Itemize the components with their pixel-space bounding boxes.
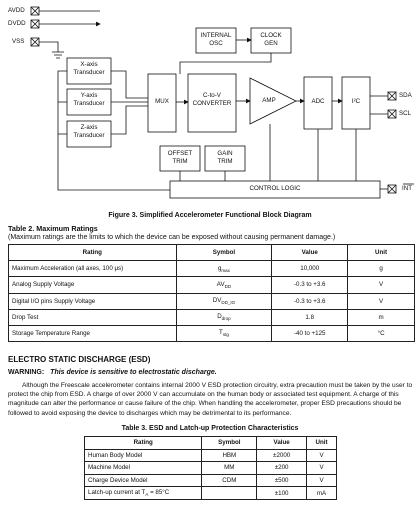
osc-line2: OSC xyxy=(209,40,223,47)
x-transducer-line2: Transducer xyxy=(73,69,105,76)
rating-cell: Human Body Model xyxy=(85,449,202,462)
pin-label-vss: VSS xyxy=(12,38,25,45)
header-value: Value xyxy=(272,245,348,261)
rating-cell: Storage Temperature Range xyxy=(9,325,177,341)
table-row xyxy=(9,325,415,341)
symbol-cell xyxy=(176,309,272,325)
symbol-main: g xyxy=(217,264,222,272)
symbol-main: AV xyxy=(216,280,225,288)
value-cell: -0.3 to +3.6 xyxy=(272,277,348,293)
header-value: Value xyxy=(257,437,307,450)
rating-cell: Charge Device Model xyxy=(85,474,202,487)
block-z-transducer xyxy=(67,124,111,140)
unit-cell: V xyxy=(348,293,415,309)
value-cell: ±200 xyxy=(257,462,307,475)
rating-cell: Maximum Acceleration (all axes, 100 μs) xyxy=(9,261,177,277)
offset-line1: OFFSET xyxy=(167,150,193,157)
gain-line1: GAIN xyxy=(217,150,233,157)
rating-cell: Analog Supply Voltage xyxy=(9,277,177,293)
block-y-transducer xyxy=(67,92,111,108)
esd-latchup-table xyxy=(84,436,337,500)
z-transducer-line2: Transducer xyxy=(73,132,105,139)
pin-label-avdd: AVDD xyxy=(8,7,25,14)
symbol-sub: stg xyxy=(222,332,229,338)
ctov-line1: C-to-V xyxy=(203,92,221,99)
table-row xyxy=(9,293,415,309)
unit-cell: m xyxy=(348,309,415,325)
esd-paragraph: Although the Freescale accelerometer contains internal 2000 V ESD protection circuitry, extra precaution must be taken by the user to protect the chip from ESD. A charge of over 2000 V can accumulate on the human body or associated test equipment. A charge of this magnitude can alter the performance or cause failure of the chip. When handling the accelerometer, proper ESD precautions should be followed to avoid exposing the device to discharges which may be detrimental to its performance. xyxy=(8,382,413,417)
block-control-logic: CONTROL LOGIC xyxy=(249,185,301,192)
x-transducer-line1: X-axis xyxy=(80,61,98,68)
header-symbol: Symbol xyxy=(202,437,257,450)
maximum-ratings-table xyxy=(8,244,415,342)
value-cell: ±500 xyxy=(257,474,307,487)
gain-line2: TRIM xyxy=(217,158,233,165)
table-row xyxy=(9,261,415,277)
rating-sub: A xyxy=(145,492,149,498)
rating-cell: Drop Test xyxy=(9,309,177,325)
table-row xyxy=(85,462,337,475)
ctov-line2: CONVERTER xyxy=(192,100,232,107)
block-ctov xyxy=(188,92,236,108)
block-mux: MUX xyxy=(155,98,169,105)
table2-title: Table 2. Maximum Ratings xyxy=(8,224,98,233)
symbol-cell xyxy=(176,293,272,309)
symbol-main: T xyxy=(219,329,223,337)
block-amp: AMP xyxy=(262,97,276,104)
unit-cell: g xyxy=(348,261,415,277)
unit-cell: V xyxy=(348,277,415,293)
block-internal-osc xyxy=(196,32,236,48)
unit-cell: V xyxy=(307,474,337,487)
pin-label-int: INT xyxy=(402,185,412,192)
value-cell: -40 to +125 xyxy=(272,325,348,341)
table-row xyxy=(9,309,415,325)
y-transducer-line2: Transducer xyxy=(73,100,105,107)
table-row xyxy=(85,449,337,462)
table-row xyxy=(85,474,337,487)
block-i2c: I²C xyxy=(351,98,361,105)
value-cell: -0.3 to +3.6 xyxy=(272,293,348,309)
warning-text: This device is sensitive to electrostatic discharge. xyxy=(50,369,217,376)
symbol-cell: MM xyxy=(202,462,257,475)
clock-line1: CLOCK xyxy=(260,32,282,39)
symbol-cell xyxy=(176,277,272,293)
warning-label: WARNING: xyxy=(8,369,45,376)
symbol-main: D xyxy=(217,313,222,321)
rating-cell xyxy=(85,487,202,500)
table3-title: Table 3. ESD and Latch-up Protection Characteristics xyxy=(121,425,299,432)
pin-label-sda: SDA xyxy=(399,92,412,99)
y-transducer-line1: Y-axis xyxy=(80,92,98,99)
esd-warning xyxy=(8,369,217,376)
header-symbol: Symbol xyxy=(176,245,272,261)
table2-note: (Maximum ratings are the limits to which the device can be exposed without causing permanent damage.) xyxy=(8,234,336,241)
value-cell: 1.8 xyxy=(272,309,348,325)
unit-cell: V xyxy=(307,462,337,475)
symbol-cell: HBM xyxy=(202,449,257,462)
symbol-cell xyxy=(176,325,272,341)
block-clock-gen xyxy=(251,32,291,48)
table-header-row xyxy=(9,245,415,261)
unit-cell: mA xyxy=(307,487,337,500)
pin-label-scl: SCL xyxy=(399,110,412,117)
block-offset-trim xyxy=(160,150,200,166)
block-x-transducer xyxy=(67,61,111,77)
unit-cell: V xyxy=(307,449,337,462)
header-rating: Rating xyxy=(9,245,177,261)
value-cell: ±100 xyxy=(257,487,307,500)
header-unit: Unit xyxy=(348,245,415,261)
osc-line1: INTERNAL xyxy=(200,32,232,39)
header-rating: Rating xyxy=(85,437,202,450)
block-gain-trim xyxy=(205,150,245,166)
block-adc: ADC xyxy=(311,98,325,105)
clock-line2: GEN xyxy=(264,40,278,47)
rating-cell: Digital I/O pins Supply Voltage xyxy=(9,293,177,309)
table-row xyxy=(9,277,415,293)
symbol-cell xyxy=(202,487,257,500)
symbol-cell xyxy=(176,261,272,277)
z-transducer-line1: Z-axis xyxy=(80,124,98,131)
rating-cell: Machine Model xyxy=(85,462,202,475)
pin-label-dvdd: DVDD xyxy=(8,20,26,27)
symbol-cell: CDM xyxy=(202,474,257,487)
table-header-row xyxy=(85,437,337,450)
rating-text: Latch-up current at T xyxy=(88,489,146,497)
diagram-labels xyxy=(0,0,420,222)
symbol-sub: max xyxy=(221,267,230,273)
value-cell: 10,000 xyxy=(272,261,348,277)
symbol-sub: DD xyxy=(224,284,232,290)
unit-cell: °C xyxy=(348,325,415,341)
symbol-sub: DD_IO xyxy=(221,300,236,306)
figure-caption: Figure 3. Simplified Accelerometer Functional Block Diagram xyxy=(108,212,312,219)
symbol-sub: drop xyxy=(221,316,231,322)
esd-heading: ELECTRO STATIC DISCHARGE (ESD) xyxy=(8,355,151,364)
header-unit: Unit xyxy=(307,437,337,450)
symbol-main: DV xyxy=(212,297,222,305)
rating-text-post: = 85°C xyxy=(148,489,170,497)
offset-line2: TRIM xyxy=(172,158,188,165)
value-cell: ±2000 xyxy=(257,449,307,462)
table-row xyxy=(85,487,337,500)
